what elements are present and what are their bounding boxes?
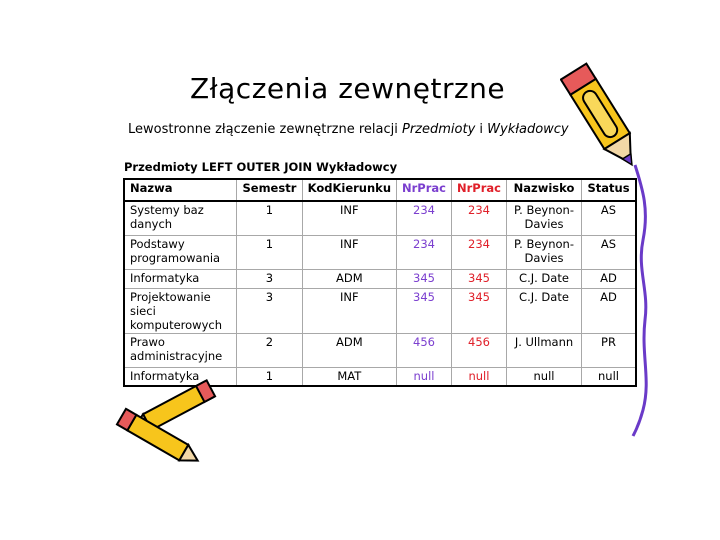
cell-semestr: 2 bbox=[237, 333, 302, 367]
cell-nazwisko: C.J. Date bbox=[506, 269, 581, 288]
table-row bbox=[124, 333, 636, 367]
table-row bbox=[124, 235, 636, 269]
header-semestr: Semestr bbox=[237, 179, 302, 201]
subtitle-middle: i bbox=[475, 122, 488, 137]
cell-nrprac-1: 234 bbox=[397, 201, 452, 235]
subtitle-prefix: Lewostronne złączenie zewnętrzne relacji bbox=[128, 122, 402, 137]
cell-semestr: 1 bbox=[237, 367, 302, 386]
cell-nrprac-2: 456 bbox=[451, 333, 506, 367]
cell-nrprac-2: 345 bbox=[451, 288, 506, 333]
header-nrprac-1: NrPrac bbox=[397, 179, 452, 201]
join-result-table bbox=[123, 178, 637, 387]
table-row bbox=[124, 288, 636, 333]
header-nrprac-2: NrPrac bbox=[451, 179, 506, 201]
header-status: Status bbox=[582, 179, 636, 201]
cell-status: AD bbox=[582, 288, 636, 333]
cell-nrprac-1: 345 bbox=[397, 288, 452, 333]
relation-2: Wykładowcy bbox=[487, 122, 569, 137]
pencils-icon-small bbox=[108, 376, 223, 471]
cell-nazwisko: P. Beynon-Davies bbox=[506, 201, 581, 235]
cell-nazwa: Prawo administracyjne bbox=[124, 333, 237, 367]
cell-kod: INF bbox=[302, 201, 396, 235]
cell-nazwa: Podstawy programowania bbox=[124, 235, 237, 269]
subtitle bbox=[128, 122, 569, 137]
cell-semestr: 3 bbox=[237, 269, 302, 288]
relation-1: Przedmioty bbox=[402, 122, 476, 137]
cell-nazwa: Systemy baz danych bbox=[124, 201, 237, 235]
cell-status: AS bbox=[582, 235, 636, 269]
cell-nrprac-1: null bbox=[397, 367, 452, 386]
table-row bbox=[124, 201, 636, 235]
cell-kod: INF bbox=[302, 235, 396, 269]
cell-nazwa: Informatyka bbox=[124, 367, 237, 386]
table-caption: Przedmioty LEFT OUTER JOIN Wykładowcy bbox=[124, 160, 398, 174]
header-row bbox=[124, 179, 636, 201]
cell-nrprac-1: 456 bbox=[397, 333, 452, 367]
cell-status: AS bbox=[582, 201, 636, 235]
cell-nazwisko: J. Ullmann bbox=[506, 333, 581, 367]
cell-nrprac-2: 234 bbox=[451, 235, 506, 269]
scribble-line-icon bbox=[615, 160, 665, 440]
cell-nrprac-1: 234 bbox=[397, 235, 452, 269]
cell-nrprac-1: 345 bbox=[397, 269, 452, 288]
cell-semestr: 1 bbox=[237, 201, 302, 235]
cell-status: AD bbox=[582, 269, 636, 288]
header-kodkierunku: KodKierunku bbox=[302, 179, 396, 201]
cell-nazwisko: P. Beynon-Davies bbox=[506, 235, 581, 269]
cell-kod: ADM bbox=[302, 269, 396, 288]
cell-nazwa: Projektowanie sieci komputerowych bbox=[124, 288, 237, 333]
cell-semestr: 1 bbox=[237, 235, 302, 269]
cell-nrprac-2: 234 bbox=[451, 201, 506, 235]
table-row bbox=[124, 269, 636, 288]
page-title: Złączenia zewnętrzne bbox=[190, 72, 506, 105]
cell-nazwisko: C.J. Date bbox=[506, 288, 581, 333]
cell-semestr: 3 bbox=[237, 288, 302, 333]
cell-status: PR bbox=[582, 333, 636, 367]
header-nazwisko: Nazwisko bbox=[506, 179, 581, 201]
cell-nrprac-2: null bbox=[451, 367, 506, 386]
cell-kod: ADM bbox=[302, 333, 396, 367]
cell-status: null bbox=[582, 367, 636, 386]
header-nazwa: Nazwa bbox=[124, 179, 237, 201]
cell-nazwisko: null bbox=[506, 367, 581, 386]
cell-nazwa: Informatyka bbox=[124, 269, 237, 288]
cell-kod: INF bbox=[302, 288, 396, 333]
cell-nrprac-2: 345 bbox=[451, 269, 506, 288]
cell-kod: MAT bbox=[302, 367, 396, 386]
